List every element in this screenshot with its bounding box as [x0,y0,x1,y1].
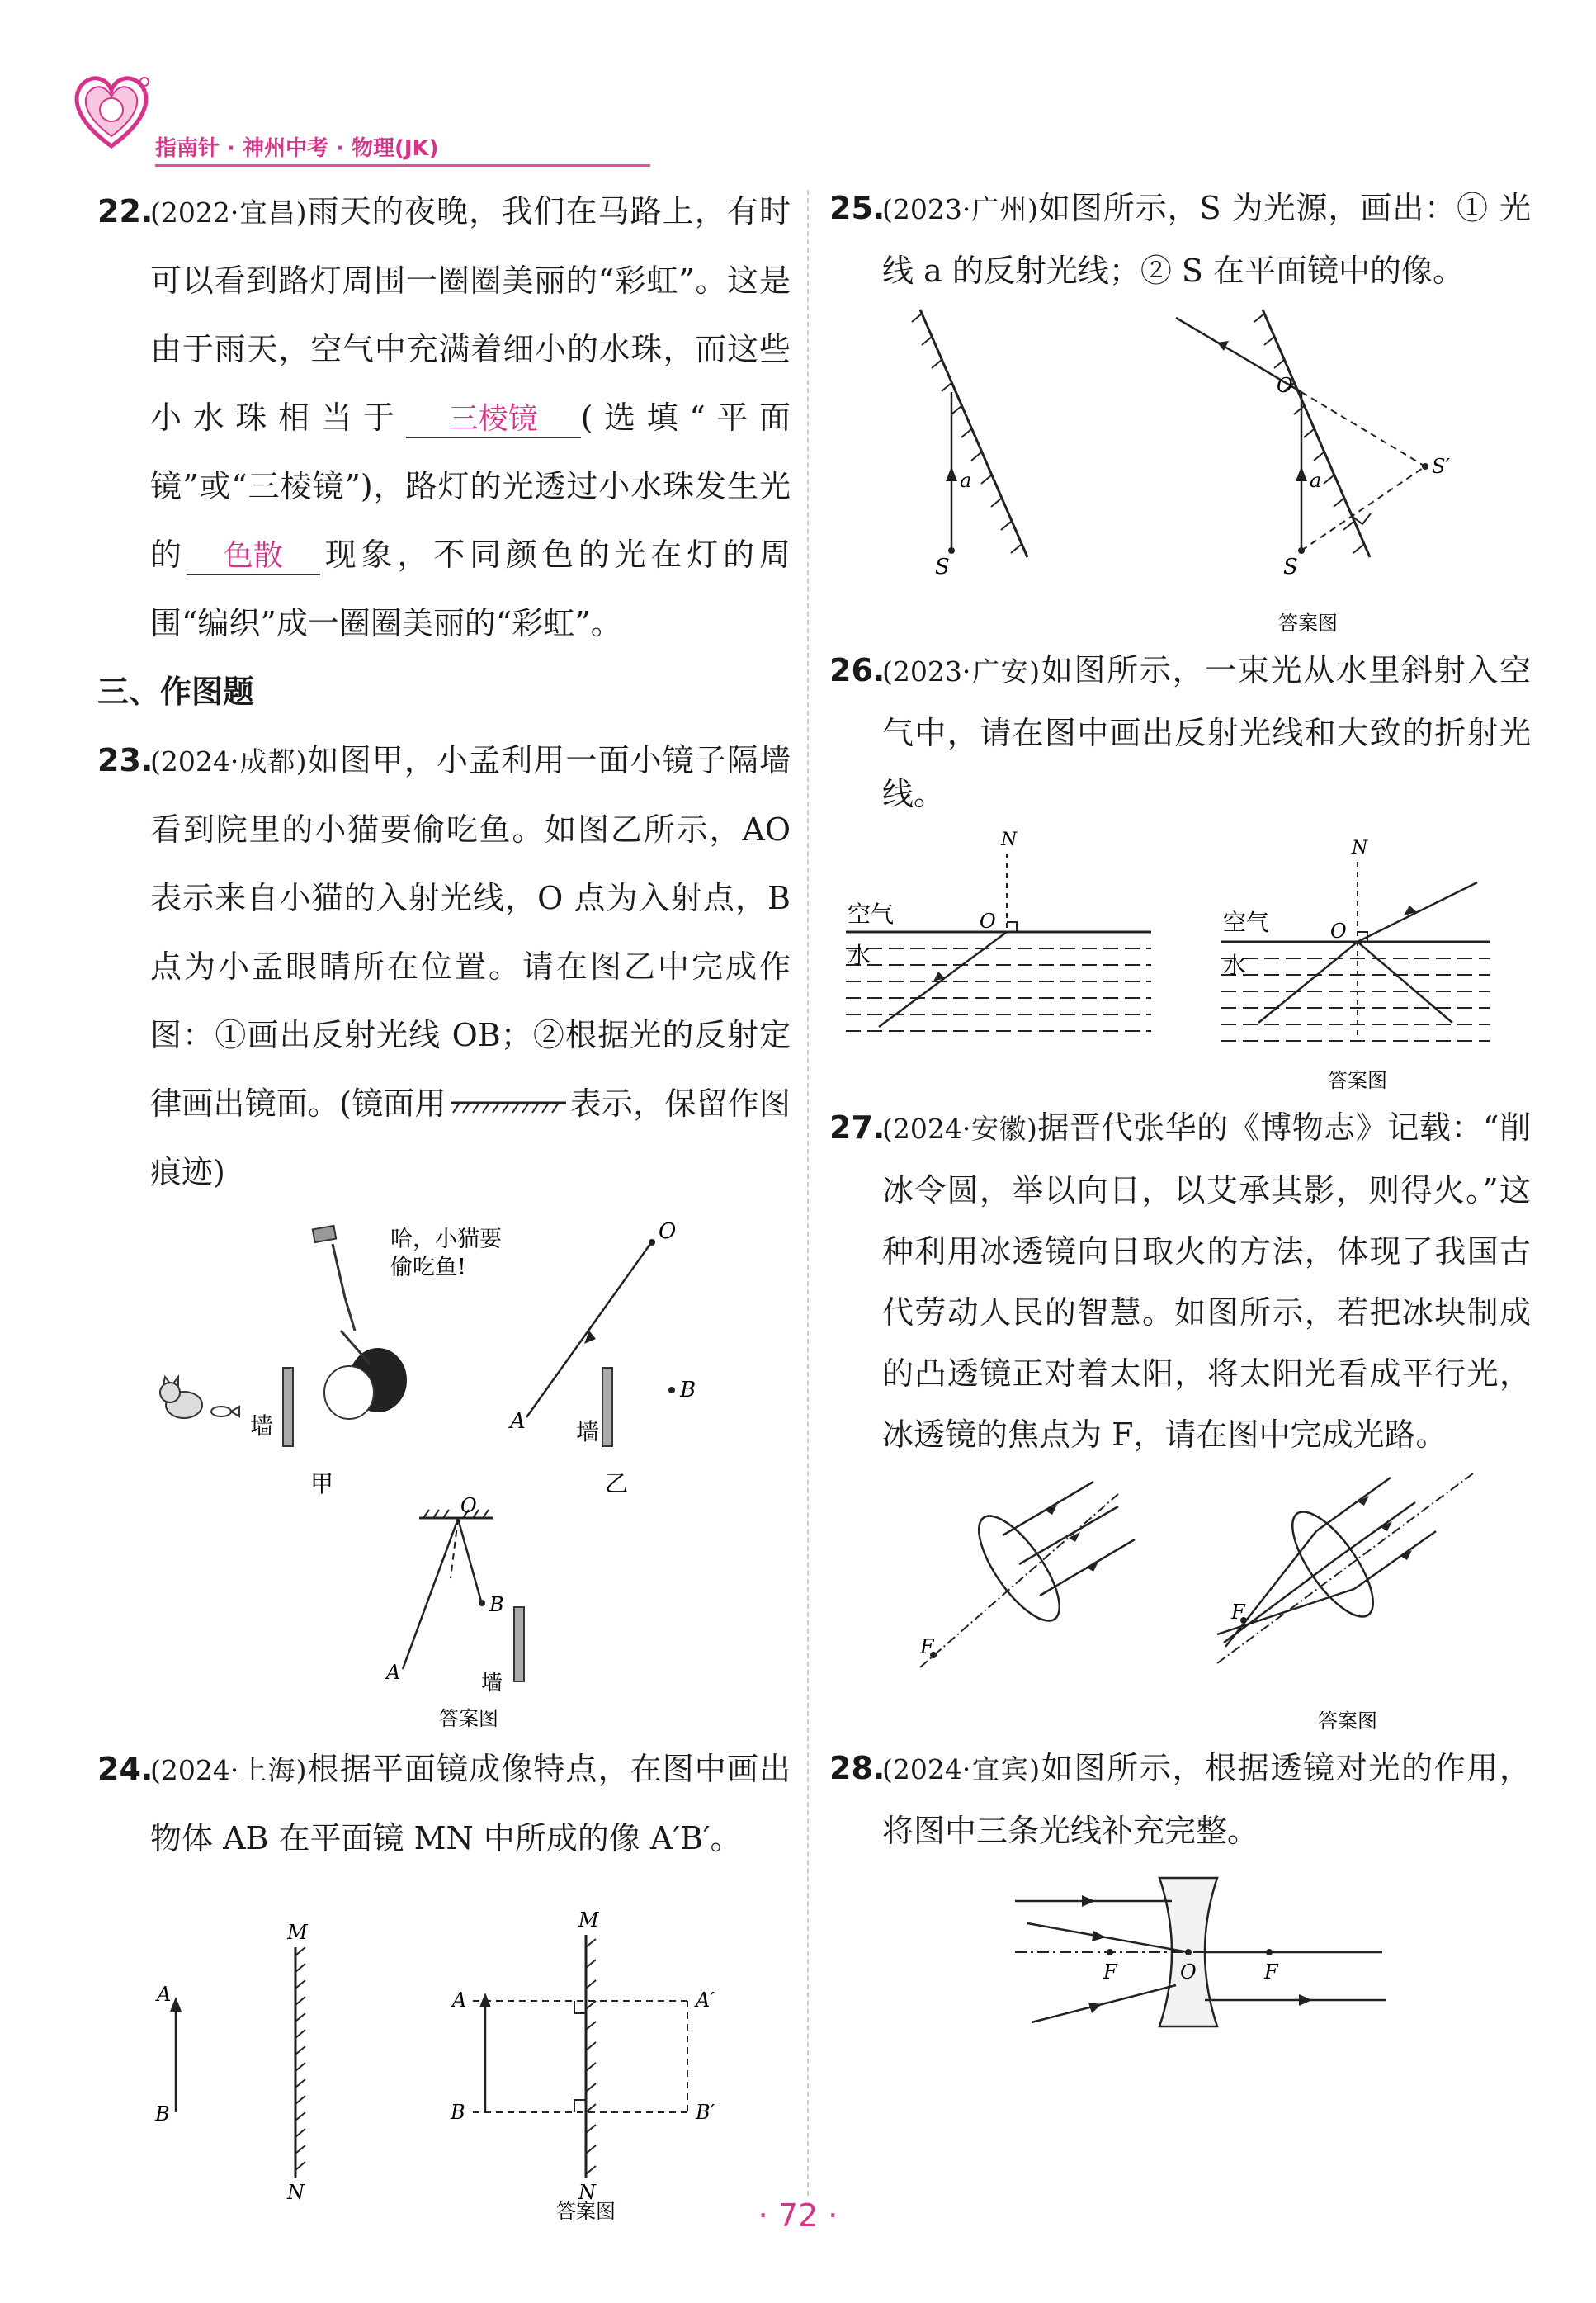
label-water: 水 [1223,952,1247,979]
figure-q26 [829,825,1531,1097]
focus-point [1266,1949,1273,1955]
refracted-ray [1358,882,1477,942]
question-source: (2024·安徽) [882,1113,1037,1145]
left-column [97,177,791,2220]
label-a: A [510,1409,526,1434]
question-number: 25. [829,190,885,226]
mirror-hatch [912,314,1021,553]
label-air: 空气 [848,901,895,928]
answer-caption: 答案图 [439,1707,498,1730]
label-f: F [1103,1960,1117,1984]
question-number: 27. [829,1109,885,1146]
cat-icon [160,1377,202,1418]
question-text: 据晋代张华的《博物志》记载：“削冰令圆，举以向日，以艾承其影，则得火。”这种利用冰透镜向日取火的方法，体现了我国古代劳动人民的智慧。如图所示，若把冰块制成的凸透镜正对着太阳，将太阳光看成平行光，冰透镜的焦点为 F，请在图中完成光路。 [882,1109,1531,1453]
mirror-symbol-icon [446,1099,570,1114]
answer-caption: 答案图 [556,2200,616,2220]
answer-caption: 答案图 [1318,1710,1377,1733]
label-n: N [1001,830,1018,850]
label-b: B [155,2102,170,2126]
ray-arrow [1082,1895,1095,1907]
label-b-prime: B′ [696,2101,715,2124]
heart-logo-icon [66,70,157,153]
plane-mirror [1263,310,1370,557]
ray-arrow [946,466,957,481]
incident-ray [879,932,1007,1027]
label-n: N [287,2181,305,2204]
incident-ray [1258,942,1358,1023]
label-o: O [1180,1960,1197,1984]
label-s: S [935,555,950,579]
question-23 [97,726,791,1207]
question-27 [829,1097,1531,1465]
water-tank [1221,942,1490,1041]
question-source: (2022·宜昌) [150,196,307,229]
label-o: O [659,1219,677,1244]
plane-mirror [920,310,1027,557]
label-a: A [157,1983,172,2006]
right-angle-mark [1007,922,1017,932]
figure-q25 [829,301,1531,640]
incident-ray [526,1244,650,1417]
parallel-rays [1217,1478,1436,1647]
point-o [649,1239,655,1246]
label-f: F [1264,1960,1278,1984]
question-number: 23. [97,742,153,778]
question-text: 如图所示，一束光从水里斜射入空气中，请在图中画出反射光线和大致的折射光线。 [882,652,1531,812]
question-number: 22. [97,193,153,229]
optical-center [1185,1949,1192,1955]
header-divider [155,164,650,167]
mirror-hatch [1254,314,1363,553]
incident-ray [1032,1985,1176,2022]
source-s [1298,547,1305,554]
ray-arrow [1088,2003,1102,2013]
label-a: A [386,1661,401,1684]
mirror-hatch [295,1947,305,2170]
question-source: (2023·广州) [882,193,1038,225]
answer-caption: 答案图 [1328,1069,1387,1092]
question-text: 根据平面镜成像特点，在图中画出物体 AB 在平面镜 MN 中所成的像 A′B′。 [150,1751,791,1856]
label-a: a [1310,469,1322,492]
question-source: (2024·成都) [150,745,307,778]
point-b [668,1387,675,1393]
label-a-prime: A′ [696,1989,715,2012]
header-title: 指南针 · 神州中考 · 物理(JK) [155,136,439,161]
ray-arrow [1299,1994,1312,2006]
right-column [829,177,1531,2059]
question-22 [97,177,791,658]
figure-label: 甲 [310,1470,334,1497]
speech-text: 偷吃鱼! [390,1255,466,1280]
label-water: 水 [848,942,871,969]
label-m: M [287,1921,308,1944]
question-28 [829,1738,1531,1861]
figure-q27 [829,1465,1531,1738]
mirror-hatch [586,1939,596,2174]
page-number: · 72 · [758,2197,838,2234]
reflected-ray [1358,942,1452,1023]
label-f: F [1231,1601,1245,1624]
figure-q24 [97,1873,791,2220]
image-s-prime [1422,463,1428,470]
label-air: 空气 [1223,909,1270,936]
principal-axis [1217,1473,1473,1663]
question-26 [829,640,1531,825]
label-a: A [452,1989,467,2012]
fish-icon [211,1407,239,1416]
ray-arrow [1296,466,1307,481]
wall-label: 墙 [250,1412,274,1440]
question-text: 如图所示，根据透镜对光的作用，将图中三条光线补充完整。 [882,1750,1531,1849]
image-construction [473,2001,687,2112]
incident-ray [1027,1923,1188,1952]
question-number: 26. [829,652,885,688]
figure-q28 [829,1861,1531,2059]
label-a: a [960,469,972,492]
answer-caption: 答案图 [1278,612,1338,635]
answer-blank: 三棱镜 [406,401,581,438]
label-b: B [680,1378,696,1402]
label-n: N [578,2181,596,2204]
label-s: S [1283,555,1298,579]
label-m: M [578,1908,599,1932]
question-source: (2024·上海) [150,1754,307,1786]
answer-figure [403,1510,524,1681]
arrow-head [170,1997,182,2012]
question-text: 如图甲，小孟利用一面小镜子隔墙看到院里的小猫要偷吃鱼。如图乙所示，AO 表示来自小猫的入射光线，O 点为入射点，B 点为小孟眼睛所在位置。请在图乙中完成作图：①画出反射光线 OB；②根据光的反射定律画出镜面。(镜面用 [150,742,791,1122]
question-text: (选填“平面镜”或“三棱镜”)，路灯的光透过小水珠发生光的 [150,400,791,573]
ray-arrow [1217,341,1229,351]
question-source: (2024·宜宾) [882,1753,1041,1785]
answer-blank: 色散 [187,538,320,575]
label-o: O [1330,920,1347,943]
principal-axis [920,1494,1118,1667]
question-25 [829,177,1531,301]
column-divider [807,190,809,2196]
source-s [948,547,955,554]
question-number: 28. [829,1750,885,1786]
section-title: 三、作图题 [97,674,255,710]
question-text: 现象，不同颜色的光在灯的周围“编织”成一圈圈美丽的“彩虹”。 [150,537,791,641]
label-o: O [980,910,996,933]
label-s-prime: S′ [1432,455,1450,478]
wall [283,1368,293,1446]
label-f: F [920,1635,934,1658]
page-header [66,70,594,169]
figure-q23 [97,1207,791,1735]
label-b: B [451,2101,465,2124]
wall [602,1368,612,1446]
label-n: N [1352,838,1368,858]
focus-point [1107,1949,1113,1955]
question-text: 如图所示，S 为光源，画出：① 光线 a 的反射光线；② S 在平面镜中的像。 [882,190,1531,289]
figure-label: 乙 [605,1470,629,1497]
speech-text: 哈，小猫要 [390,1227,502,1252]
wall-label: 墙 [481,1671,503,1695]
wall-label: 墙 [576,1418,600,1445]
right-angle-mark [574,2100,586,2112]
label-b: B [489,1593,504,1616]
label-o: O [1277,374,1293,397]
label-o: O [460,1494,477,1517]
question-text: 雨天的夜晚，我们在马路上，有时可以看到路灯周围一圈圈美丽的“彩虹”。这是由于雨天，空气中充满着细小的水珠，而这些小水珠相当于 [150,193,791,436]
question-24 [97,1735,791,1873]
right-angle-mark [574,2001,586,2013]
question-text: 表示，保留作图痕迹) [150,1085,791,1190]
question-source: (2023·广安) [882,655,1041,688]
question-number: 24. [97,1751,153,1787]
